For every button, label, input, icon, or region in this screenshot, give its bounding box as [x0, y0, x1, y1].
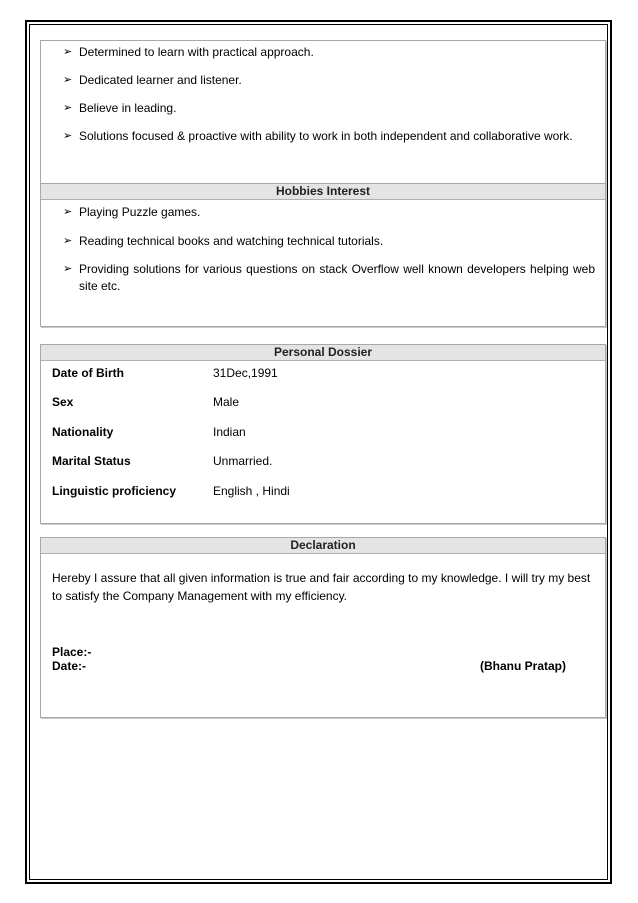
personal-dossier-header: Personal Dossier — [41, 345, 605, 361]
list-item: ➢ Playing Puzzle games. — [63, 205, 201, 219]
dossier-value: 31Dec,1991 — [213, 366, 278, 380]
arrow-bullet-icon: ➢ — [63, 235, 73, 247]
date-label: Date:- — [52, 659, 87, 673]
dossier-value: Unmarried. — [213, 454, 273, 468]
arrow-bullet-icon: ➢ — [63, 46, 73, 58]
dossier-value: Male — [213, 395, 240, 409]
dossier-label: Sex — [52, 395, 74, 409]
dossier-label: Marital Status — [52, 454, 131, 468]
arrow-bullet-icon: ➢ — [63, 74, 73, 86]
declaration-section — [40, 537, 606, 718]
dossier-value: English , Hindi — [213, 484, 290, 498]
dossier-label: Nationality — [52, 425, 114, 439]
arrow-bullet-icon: ➢ — [63, 102, 73, 114]
dossier-label: Linguistic proficiency — [52, 484, 177, 498]
dossier-value: Indian — [213, 425, 246, 439]
strengths-list — [41, 41, 605, 145]
place-label: Place:- — [52, 645, 92, 659]
list-item: ➢ Reading technical books and watching technical tutorials. — [63, 234, 384, 248]
list-item: ➢ Believe in leading. — [63, 101, 177, 115]
arrow-bullet-icon: ➢ — [63, 130, 73, 142]
list-item: ➢ Providing solutions for various questions on stack Overflow well known developers helping web site etc. — [63, 262, 595, 293]
arrow-bullet-icon: ➢ — [63, 206, 73, 218]
declaration-text: Hereby I assure that all given information is true and fair according to my knowledge. I will try my best to satisfy the Company Management with my efficiency. — [52, 571, 591, 603]
list-item: ➢ Determined to learn with practical approach. — [63, 45, 314, 59]
personal-dossier-section — [40, 344, 606, 524]
strengths-section — [40, 40, 606, 184]
dossier-label: Date of Birth — [52, 366, 124, 380]
hobbies-list — [41, 200, 605, 295]
signature-name: (Bhanu Pratap) — [480, 659, 567, 673]
arrow-bullet-icon: ➢ — [63, 263, 73, 275]
hobbies-section — [40, 183, 606, 327]
list-item: ➢ Dedicated learner and listener. — [63, 73, 242, 87]
hobbies-header: Hobbies Interest — [41, 184, 605, 200]
list-item: ➢ Solutions focused & proactive with ability to work in both independent and collaborative work. — [63, 129, 573, 143]
declaration-header: Declaration — [41, 538, 605, 554]
